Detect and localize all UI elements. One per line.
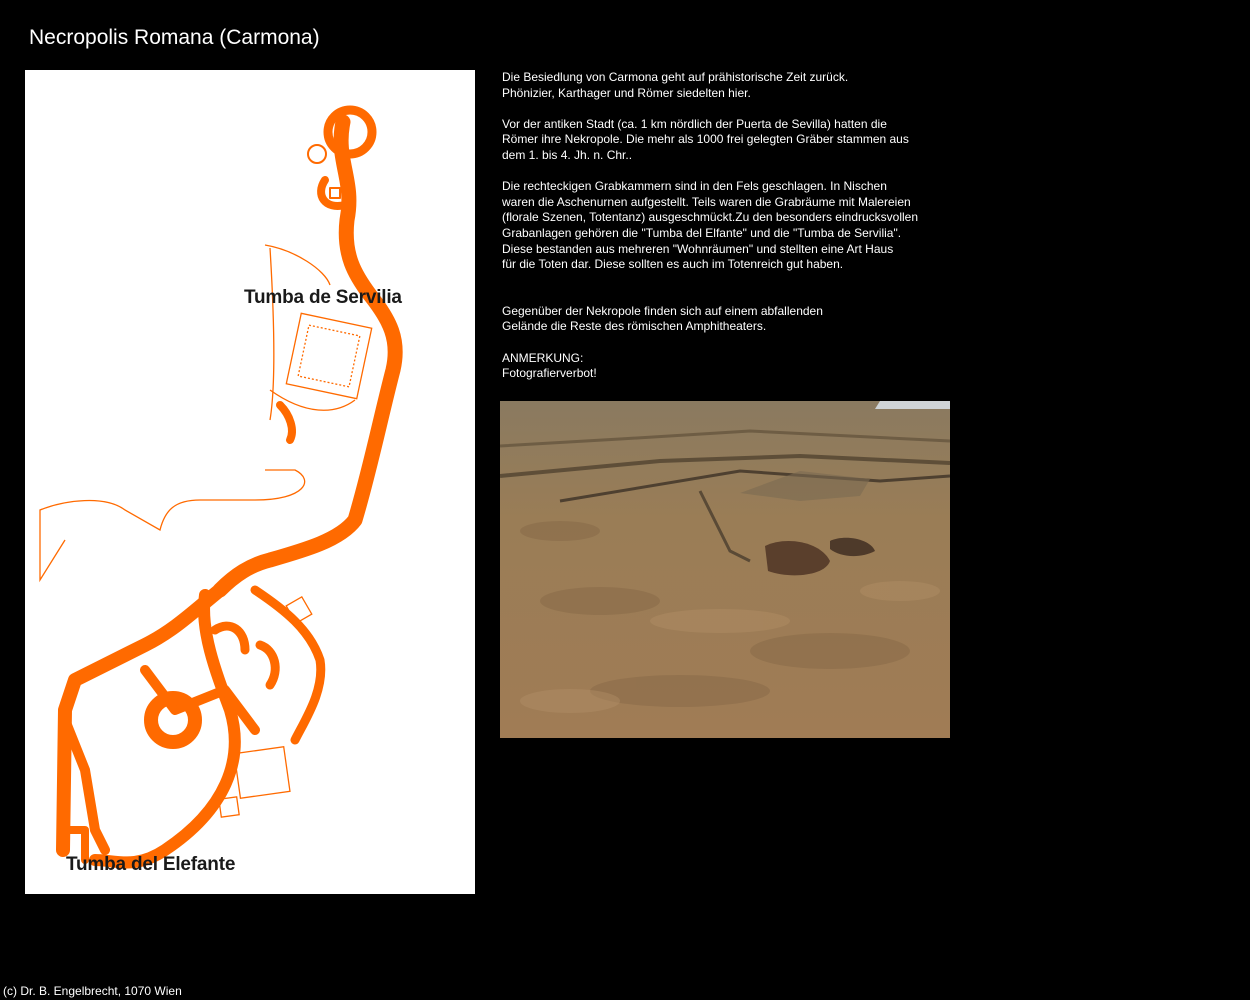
paragraph-necropolis: Vor der antiken Stadt (ca. 1 km nördlich der Puerta de Sevilla) hatten die Römer ihre Nekropole. Die mehr als 1000 frei gelegten Gräber stammen aus dem 1. bis 4. Jh. n. Chr.. — [502, 116, 909, 162]
excavation-photo-image — [500, 401, 950, 738]
note-text: Fotografierverbot! — [502, 366, 597, 381]
site-plan-drawing — [25, 70, 475, 894]
label-tumba-del-elefante: Tumba del Elefante — [66, 854, 236, 875]
footer-copyright: (c) Dr. B. Engelbrecht, 1070 Wien — [3, 984, 182, 998]
note-label: ANMERKUNG: — [502, 350, 584, 365]
paragraph-note — [502, 351, 942, 382]
excavation-photo — [500, 401, 950, 738]
label-tumba-de-servilia: Tumba de Servilia — [244, 287, 402, 308]
paragraph-history: Die Besiedlung von Carmona geht auf prähistorische Zeit zurück. Phönizier, Karthager und Römer siedelten hier. — [502, 70, 849, 100]
necropolis-site-map — [25, 70, 475, 894]
description-text — [502, 70, 942, 382]
paragraph-amphitheater: Gegenüber der Nekropole finden sich auf einem abfallenden Gelände die Reste des römischen Amphitheaters. — [502, 303, 823, 334]
paragraph-tombs: Die rechteckigen Grabkammern sind in den Fels geschlagen. In Nischen waren die Aschenurnen aufgestellt. Teils waren die Grabräume mit Malereien (florale Szenen, Totentanz) ausgeschmückt.Zu den besonders eindrucksvollen Grabanlagen gehören die "Tumba del Elfante" und die "Tumba de Servilia". Diese bestanden aus mehreren "Wohnräumen" und stellten eine Art Haus für die Toten dar. Diese sollten es auch im Totenreich gut haben. — [502, 179, 919, 272]
page-title: Necropolis Romana (Carmona) — [29, 26, 320, 49]
